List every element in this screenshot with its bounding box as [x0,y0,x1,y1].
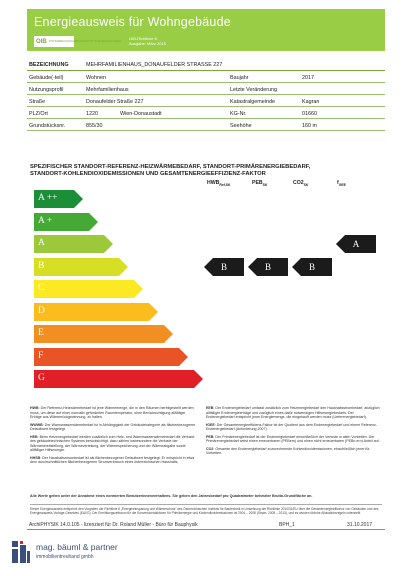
info-value: 2017 [302,75,314,81]
definition-text: Der Warmwasserwärmebedarf ist in Abhängigkeit der Gebäudekategorie als flächenbezogener Defaultwert festgelegt. [30,422,196,431]
info-row [27,71,385,83]
rating-marker-f [336,235,376,253]
definition-item: fGEE: Der Gesamtenergieeffizienz-Faktor ist der Quotient aus dem Endenergiebedarf und einem Referenz-Endenergiebedarf (Anforderung 2007). [206,422,377,431]
efficiency-class-label: A ++ [38,193,58,203]
efficiency-class-label: D [38,305,45,316]
definition-text: Der Haushaltsstrombedarf ist als flächenbezogener Defaultwert festgelegt. Er entspricht in etwa dem durchschnittlichen flächenbezogenen Stromverbrauch eines österreichischen Haushalts. [30,455,195,464]
definition-item: WWWB: Der Warmwasserwärmebedarf ist in Abhängigkeit der Gebäudekategorie als flächenbezogener Defaultwert festgelegt. [30,422,196,431]
efficiency-class-label: A [38,238,45,248]
efficiency-class-bar [34,370,203,388]
definition-term: HHSB [30,455,41,460]
rating-marker-label: B [308,261,315,272]
info-label: Grundstücksnr. [29,123,66,129]
efficiency-class-bar [34,303,158,321]
info-value: 1220 [86,111,98,117]
info-label: Katastralgemeinde [230,99,275,105]
efficiency-class-label: E [38,328,44,338]
info-label: PLZ/Ort [29,111,48,117]
info-value: Mehrfamilienhaus [86,87,129,93]
company-brand [10,539,160,569]
definition-text: Gesamte den Endenergiebedarf zuzurechnende Kohlendioxidemissionen, einschließlich jener für Vorketten. [206,446,370,455]
info-row [27,83,385,95]
efficiency-class-bar [34,235,113,253]
info-label: Straße [29,99,46,105]
info-value: 01660 [302,111,317,117]
column-header-fgee: $f_{GEE}$ [337,180,346,188]
efficiency-class-bar [34,213,98,231]
info-value: Wohnen [86,75,106,81]
designation-value: MEHRFAMILIENHAUS_DONAUFELDER STRASSE 227 [86,62,223,68]
definition-text: Beim Heizenergiebedarf werden zusätzlich zum Heiz- und Warmwasserwärmebedarf die Verluste des gebäudetechnischen Systems berücksichtigt, dazu zählen insbesondere die Verluste der Wärmebereitstellung, der Wärmeverteilung, der Wärmespeicherung und der Wärmeabgabe sowie allfälliger Hilfsenergie. [30,434,195,452]
definition-term: fGEE [206,422,215,427]
info-value: Wien-Donaustadt [120,111,162,117]
rating-marker-label: B [220,261,227,272]
definition-item: CO2: Gesamte den Endenergiebedarf zuzurechnende Kohlendioxidemissionen, einschließlich jener für Vorketten. [206,446,370,455]
definition-text: Der Primärenergiebedarf ist der Endenergiebedarf einschließlich der Verluste in allen Vorketten. Der Primärenergiebedarf weist einen erneuerbaren (PEBern) und einen nicht erneuerbaren (PEBn.ern) Anteil auf. [206,434,380,443]
efficiency-class-bar [34,190,83,208]
definitions-right [206,406,382,459]
definition-text: Der Referenz-Heizwärmebedarf ist jene Wärmemenge, die in den Räumen bereitgestellt werden muss, um diese auf einer normativ geforderten Raumtemperatur, ohne Berücksichtigung allfälliger Erträge aus Wärmerückgewinnung, zu halten. [30,406,194,419]
definition-item: PEB: Der Primärenergiebedarf ist der Endenergiebedarf einschließlich der Verluste in allen Vorketten. Der Primärenergiebedarf weist einen erneuerbaren (PEBern) und einen nicht erneuerbaren (PEBn.ern) Anteil auf. [206,434,380,443]
certificate-header [27,9,385,51]
info-label: Seehöhe [230,123,252,129]
guideline-info [129,36,166,46]
info-row [27,107,385,119]
rating-marker-peb [248,258,288,276]
column-header-hwb: $HWB_{Ref,SK}$ [207,180,231,188]
usage-notice: Alle Werte gelten unter der Annahme eines normierten Benutzerinnenverhaltens. Sie geben den Jahresbedarf pro Quadratmeter beheizter Brutto-Grundfläche an. [30,494,313,498]
edition: Ausgabe: März 2015 [129,41,166,46]
rating-marker-co2 [292,258,332,276]
designation-row [27,58,385,71]
rating-marker-label: A [352,239,360,249]
company-logo-icon [10,539,32,565]
oib-logo: OIB ÖSTERREICHISCHES INSTITUT FÜR BAUTECHNIK [34,36,74,47]
info-value: Donaufelder Straße 227 [86,99,144,105]
info-label: Baujahr [230,75,249,81]
efficiency-class-label: C [38,283,45,293]
info-label: Gebäude(-teil) [29,75,64,81]
definition-text: Der Endenergiebedarf umfasst zusätzlich zum Heizenergiebedarf den Haushaltsstrombedarf, abzüglich allfälliger Endenergieerträge und zuzüglich eines dafür notwendigen Hilfsenergiebedarfs. Der Endenergiebedarf entspricht jener Energiemenge, die eingekauft werden muss (Lieferenergiebedarf). [206,406,380,419]
efficiency-class-bar [34,280,143,298]
software-footer [27,521,385,530]
rating-marker-label: B [264,261,271,272]
issue-date: 31.10.2017 [347,522,373,528]
definition-item: HWB: Der Referenz-Heizwärmebedarf ist jene Wärmemenge, die in den Räumen bereitgestellt werden muss, um diese auf einer normativ geforderten Raumtemperatur, ohne Berücksichtigung allfälliger Erträge aus Wärmerückgewinnung, zu halten. [30,406,194,419]
info-row [27,95,385,107]
software-license: ArchiPHYSIK 14.0.105 - lizenziert für Dr. Roland Müller - Büro für Bauphysik [29,522,198,528]
info-label: Nutzungsprofil [29,87,64,93]
info-value: 160 m [302,123,317,129]
designation-label: BEZEICHNUNG [29,62,69,68]
info-label: KG-Nr. [230,111,247,117]
efficiency-class-bar [34,325,173,343]
info-value: Kagran [302,99,320,105]
definition-term: WWWB [30,422,43,427]
efficiency-class-bar [34,348,188,366]
definition-term: HEB [30,434,38,439]
guideline: OIB-Richtlinie 6 [129,36,157,41]
definitions-left [30,406,198,468]
info-row [27,119,385,131]
definition-item: EEB: Der Endenergiebedarf umfasst zusätzlich zum Heizenergiebedarf den Haushaltsstrombedarf, abzüglich allfälliger Endenergieerträge und zuzüglich eines dafür notwendigen Hilfsenergiebedarfs. Der Endenergiebedarf entspricht jener Energiemenge, die eingekauft werden muss (Lieferenergiebedarf). [206,406,380,419]
page-title: Energieausweis für Wohngebäude [34,15,231,29]
definition-term: HWB [30,406,39,410]
project-code: BPH_1 [279,522,295,528]
column-header-peb: $PEB_{SK}$ [252,180,268,188]
definition-term: CO2 [206,446,214,451]
definition-item: HHSB: Der Haushaltsstrombedarf ist als flächenbezogener Defaultwert festgelegt. Er entspricht in etwa dem durchschnittlichen flächenbezogenen Stromverbrauch eines österreichischen Haushalts. [30,455,195,464]
efficiency-class-label: F [38,350,44,361]
company-name: mag. bäuml & partner [36,542,118,552]
definition-term: EEB [206,406,214,410]
efficiency-class-bar [34,258,128,276]
rating-marker-hwb [204,258,244,276]
definition-term: PEB [206,434,214,439]
definition-text: Der Gesamtenergieeffizienz-Faktor ist der Quotient aus dem Endenergiebedarf und einem Referenz-Endenergiebedarf (Anforderung 2007). [206,422,377,431]
efficiency-class-label: G [38,373,45,383]
company-tagline: immobilientreuhand gmbh [36,554,94,560]
efficiency-class-label: A + [38,215,53,226]
info-label: Letzte Veränderung [230,87,278,93]
info-value: 855/30 [86,123,103,129]
definition-item: HEB: Beim Heizenergiebedarf werden zusätzlich zum Heiz- und Warmwasserwärmebedarf die Verluste des gebäudetechnischen Systems berücksichtigt, dazu zählen insbesondere die Verluste der Wärmebereitstellung, der Wärmeverteilung, der Wärmespeicherung und der Wärmeabgabe sowie allfälliger Hilfsenergie. [30,434,195,452]
efficiency-class-label: B [38,260,45,271]
column-header-co2: $CO2_{SK}$ [293,180,309,188]
efficiency-title: SPEZIFISCHER STANDORT-REFERENZ-HEIZWÄRMEBEDARF, STANDORT-PRIMÄRENERGIEBEDARF, STANDORT-KOHLENDIOXIDEMISSIONEN UND GESAMTENERGIEEFFIZIENZ-FAKTOR [30,164,311,177]
legal-fine-print: Dieser Energieausweis entspricht den Vorgaben der Richtlinie 6 „Energieeinsparung und Wärmeschutz“ des Österreichischen Instituts für Bautechnik in Umsetzung der Richtlinie 2010/31/EU über die Gesamtenergieeffizienz von Gebäuden und des Energieausweis-Vorlage-Gesetzes (EAVG). Der Ermittlungszeitraum für die Konversionsfaktoren für Primärenergie und Kohlendioxidemissionen ist 2004 – 2008 (Strom: 2009 – 2013), und es wurden übliche Allokationsregeln unterstellt. [30,504,382,515]
